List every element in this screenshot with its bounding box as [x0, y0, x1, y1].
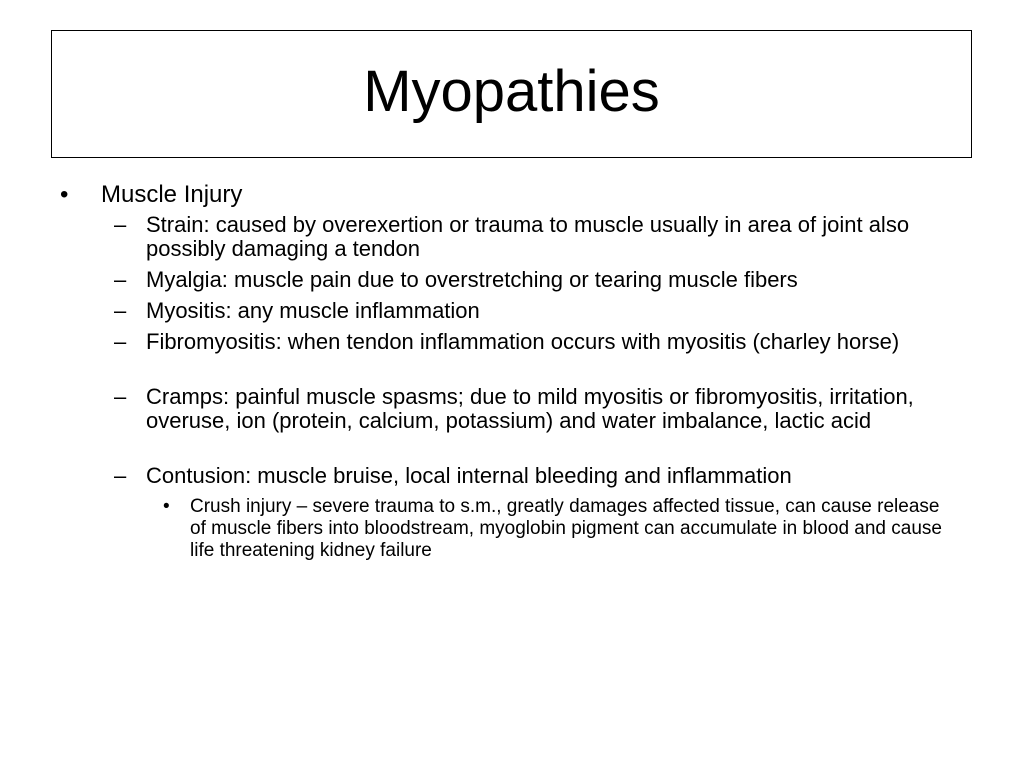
sub-bullet-text: Contusion: muscle bruise, local internal bleeding and inflammation — [146, 463, 792, 488]
sub-bullet-text: Myalgia: muscle pain due to overstretching or tearing muscle fibers — [146, 267, 798, 292]
slide-body — [0, 181, 1024, 562]
bullet-muscle-injury — [0, 181, 1024, 209]
bullet-marker: • — [60, 181, 69, 208]
sub-bullet-text: Cramps: painful muscle spasms; due to mild myositis or fibromyositis, irritation, overuse, ion (protein, calcium, potassium) and water imbalance, lactic acid — [146, 384, 914, 433]
sub-bullet-fibromyositis — [0, 330, 1024, 378]
sub-bullet-contusion — [0, 464, 1024, 488]
slide-title: Myopathies — [363, 59, 660, 124]
sub-bullet-text: Fibromyositis: when tendon inflammation occurs with myositis (charley horse) — [146, 329, 900, 354]
title-box — [51, 30, 972, 158]
sub-bullet-myositis — [0, 299, 1024, 323]
sub-bullet-text: Strain: caused by overexertion or trauma to muscle usually in area of joint also possibly damaging a tendon — [146, 212, 910, 261]
sub-bullet-cramps — [0, 385, 1024, 457]
dash-marker: – — [114, 329, 127, 354]
sub-bullet-myalgia — [0, 268, 1024, 292]
dash-marker: – — [114, 267, 127, 292]
bullet-marker: • — [163, 496, 170, 517]
sub-sub-bullet-text: Crush injury – severe trauma to s.m., greatly damages affected tissue, can cause release of muscle fibers into bloodstream, myoglobin pigment can accumulate in blood and cause life threatening kidney failure — [190, 496, 942, 561]
dash-marker: – — [114, 384, 127, 409]
sub-sub-bullet-crush-injury — [0, 496, 1024, 562]
dash-marker: – — [114, 463, 127, 488]
dash-marker: – — [114, 298, 127, 323]
sub-bullet-strain — [0, 213, 1024, 261]
dash-marker: – — [114, 212, 127, 237]
bullet-text: Muscle Injury — [101, 181, 243, 208]
sub-bullet-text: Myositis: any muscle inflammation — [146, 298, 480, 323]
